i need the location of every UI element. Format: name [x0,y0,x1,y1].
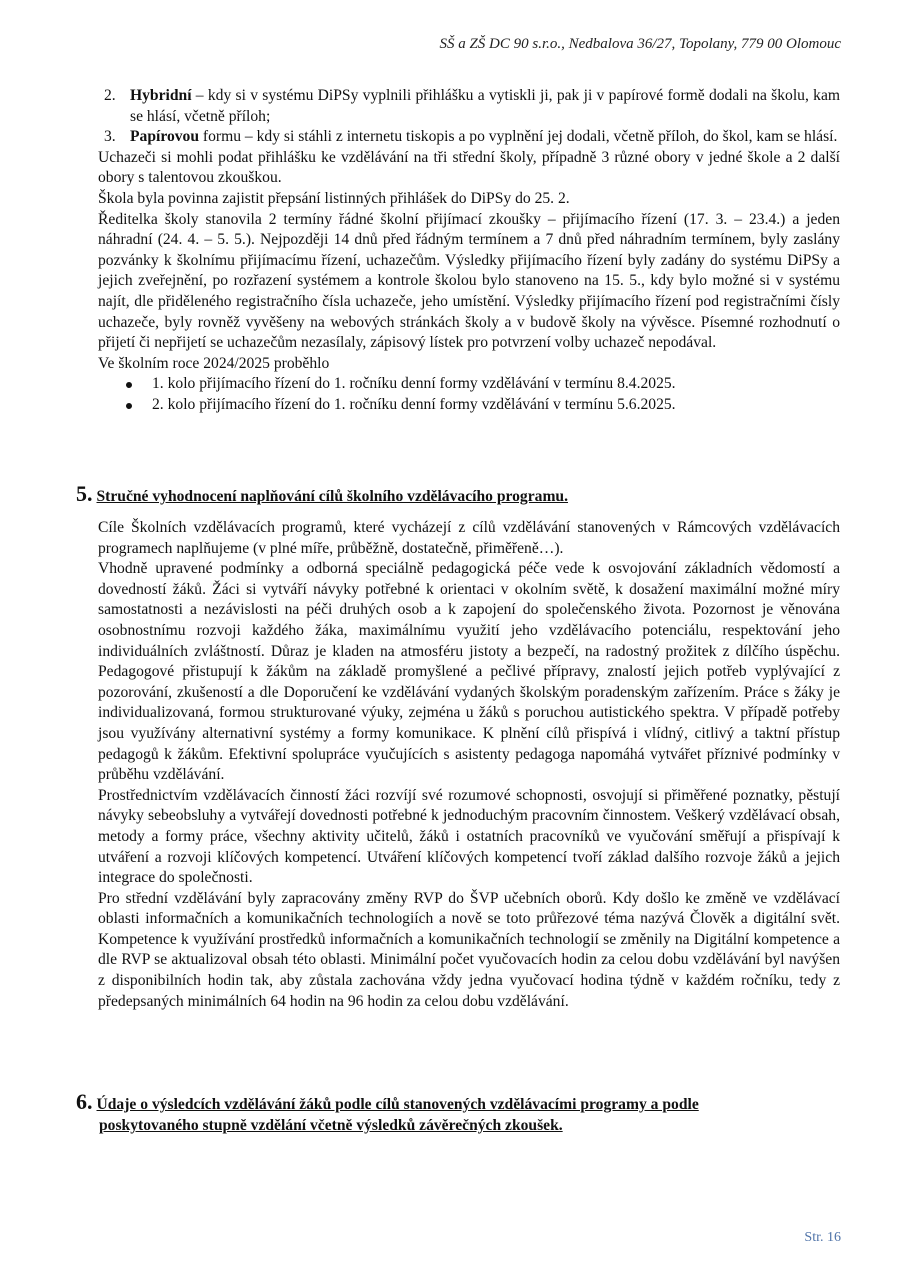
paragraph: Ve školním roce 2024/2025 proběhlo [98,354,330,372]
list-item-text: – kdy si v systému DiPSy vyplnili přihlášku a vytiskli ji, pak ji v papírové formě dodali na školu, kam se hlásí, včetně příloh; [130,87,840,125]
bullet-item: 1. kolo přijímacího řízení do 1. ročníku denní formy vzdělávání v termínu 8.4.2025. [98,374,840,395]
page-header: SŠ a ZŠ DC 90 s.r.o., Nedbalova 36/27, Topolany, 779 00 Olomouc [439,36,841,52]
section-number: 5. [76,481,93,506]
section-6-heading [76,1091,816,1136]
application-forms-list [98,86,840,148]
list-item-bold: Hybridní [130,87,192,104]
list-item-bold: Papírovou [130,128,200,146]
section-5-heading [76,481,568,507]
paragraph: Ředitelka školy stanovila 2 termíny řádné školní přijímací zkoušky – přijímacího řízení (17. 3. – 23.4.) a jeden náhradní (24. 4. – 5. 5.). Nejpozději 14 dnů před řádným termínem a 7 dnů před náhradním termínem, byly zaslány pozvánky k školnímu přijímacímu řízení, uchazečům. Výsledky přijímacího řízení byly zadány do systému DiPSy a jejich zveřejnění, po rozřazení systémem a kontrole školou bylo stanoveno na 15. 5., kdy bylo možné si v systému najít, dle přiděleného registračního čísla uchazeče, jeho umístění. Výsledky přijímacího řízení pod registračními čísly uchazeče, byly rovněž vyvěšeny na webových stránkách školy a v budově školy na vývěsce. Písemné rozhodnutí o přijetí či nepřijetí se uchazečům nezasílaly, zápisový lístek pro potvrzení volby uchazeč nepodával. [98,210,840,352]
section-5-body [98,518,840,1012]
paragraph: Prostřednictvím vzdělávacích činností žáci rozvíjí své rozumové schopnosti, osvojují si přiměřené poznatky, pěstují návyky sebeobsluhy a vytvářejí dovednosti potřebné k jednoduchým pracovním činnostem. Veškerý vzdělávací obsah, metody a formy práce, všechny aktivity učitelů, žáků i ostatních pracovníků ve vyučování směřují a přispívají k utváření a rozvoji klíčových kompetencí. Utváření klíčových kompetencí tvoří základ dalšího rozvoje žáků a jejich integrace do společnosti. [98,786,840,887]
bullet-item: 2. kolo přijímacího řízení do 1. ročníku denní formy vzdělávání v termínu 5.6.2025. [98,395,840,416]
section-title-line2: poskytovaného stupně vzdělání včetně výsledků závěrečných zkoušek. [99,1117,563,1134]
section-title: Stručné vyhodnocení naplňování cílů školního vzdělávacího programu. [96,488,569,505]
list-item [98,127,840,148]
section-number: 6. [76,1089,93,1114]
page-number: Str. 16 [804,1230,841,1245]
section-title-line1: Údaje o výsledcích vzdělávání žáků podle cílů stanovených vzdělávacími programy a podle [96,1096,699,1113]
list-number: 3. [104,128,116,146]
list-item-text: formu – kdy si stáhli z internetu tiskopis a po vyplnění jej dodali, včetně příloh, do škol, kam se hlásí. [199,128,838,146]
admission-section [98,86,840,416]
list-item [98,86,840,127]
admission-rounds-list [98,374,840,415]
paragraph: Vhodně upravené podmínky a odborná speciálně pedagogická péče vede k osvojování základních vědomostí a dovedností žáků. Žáci si vytváří návyky potřebné k orientaci v okolním světě, k dosažení maximální možné míry samostatnosti a nezávislosti na péči druhých osob a k zapojení do společenského života. Pozornost je věnována osobnostnímu rozvoji každého žáka, maximálnímu využití jeho vzdělávacího potenciálu, respektování jeho individuálních zvláštností. Důraz je kladen na atmosféru jistoty a bezpečí, na radostný prožitek z dílčího úspěchu. Pedagogové přistupují k žákům na základě promyšlené a pečlivé přípravy, znalostí jejich potřeb vyplývající z pozorování, zkušeností a dle Doporučení ke vzdělávání vydaných školským poradenským zařízením. Práce s žáky je individualizovaná, formou strukturované výuky, zejména u žáků s poruchou autistického spektra. V případě potřeby jsou využívány alternativní systémy a formy komunikace. K plnění cílů přispívá i vlídný, citlivý a taktní přístup pedagogů k žákům. Efektivní spolupráce vyučujících s asistenty pedagoga napomáhá vytvářet příznivé podmínky v průběhu vzdělávání. [98,560,840,784]
paragraph: Uchazeči si mohli podat přihlášku ke vzdělávání na tři střední školy, případně 3 různé obory v jedné škole a 2 další obory s talentovou zkouškou. [98,148,840,187]
paragraph: Pro střední vzdělávání byly zapracovány změny RVP do ŠVP učebních oborů. Kdy došlo ke změně ve vzdělávací oblasti informačních a komunikačních technologiích a nově se toto průřezové téma nazývá Člověk a digitální svět. Kompetence k využívání prostředků informačních a komunikačních technologií se změnily na Digitální kompetence a dle RVP se aktualizoval obsah této oblasti. Minimální počet vyučovacích hodin za celou dobu vzdělávání byl navýšen z disponibilních hodin tak, aby zůstala zachována vždy jedna vyučovací hodina týdně v každém ročníku, tedy z předepsaných minimálních 64 hodin na 96 hodin za celou dobu vzdělávání. [98,889,840,1010]
paragraph: Cíle Školních vzdělávacích programů, které vycházejí z cílů vzdělávání stanovených v Rámcových vzdělávacích programech naplňujeme (v plné míře, průběžně, dostatečně, přiměřeně…). [98,519,840,557]
paragraph: Škola byla povinna zajistit přepsání listinných přihlášek do DiPSy do 25. 2. [98,189,570,207]
list-number: 2. [104,87,116,104]
